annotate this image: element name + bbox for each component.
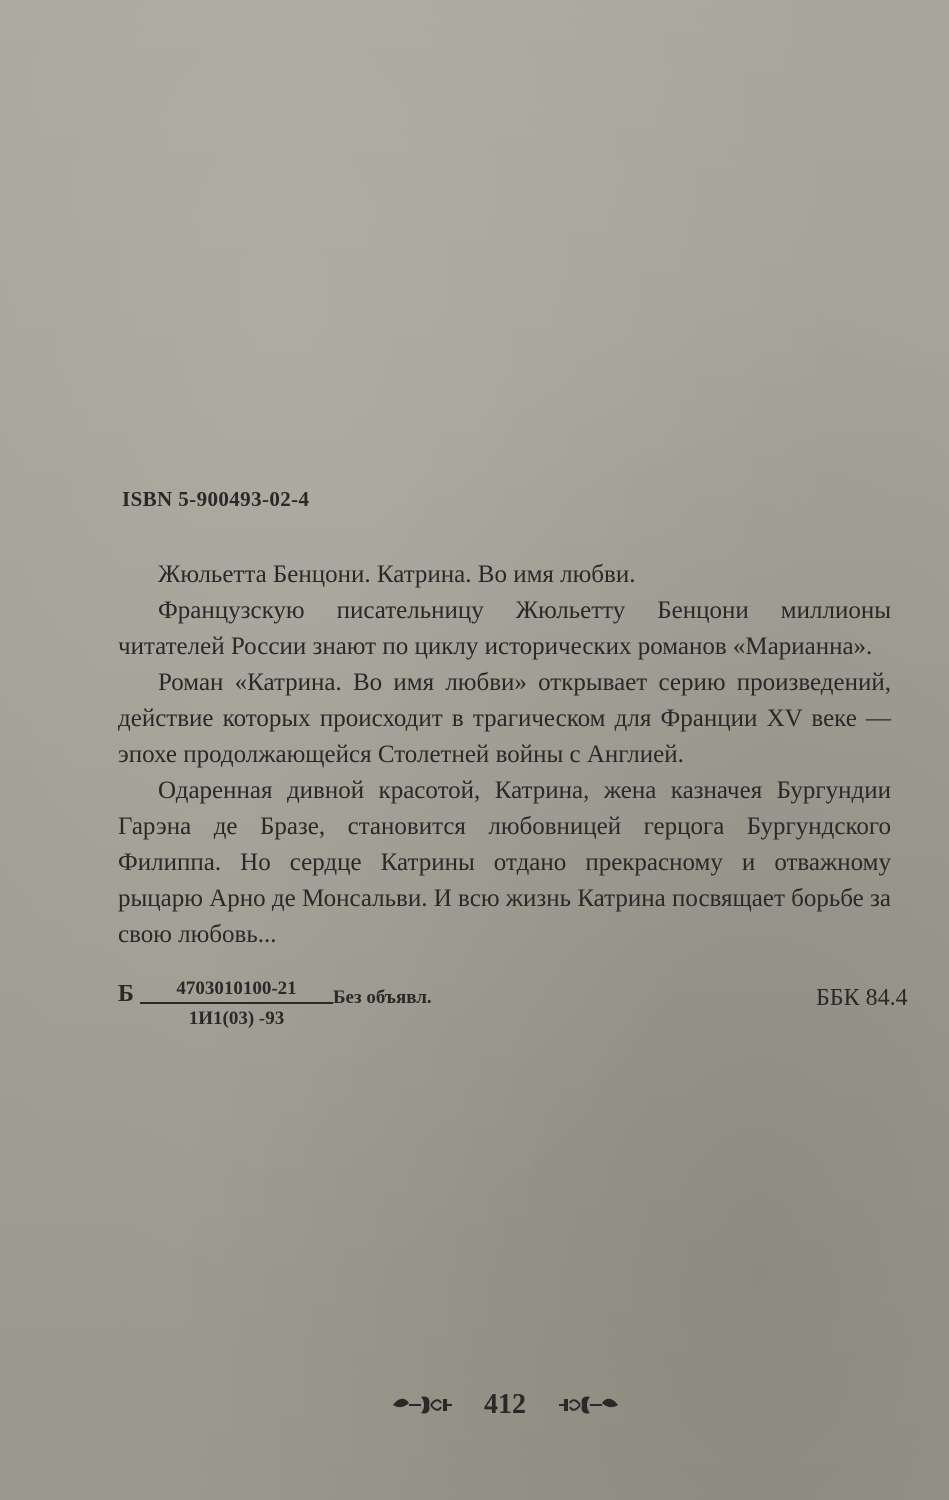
left-ornament-icon xyxy=(391,1391,453,1419)
annotation xyxy=(118,557,891,953)
fraction-divider xyxy=(140,1002,333,1004)
bibliographic-info xyxy=(118,977,908,1037)
index-denominator: 1И1(03) -93 xyxy=(188,1008,285,1029)
page-number: 412 xyxy=(484,1389,526,1420)
annotation-paragraph-3: Одаренная дивной красотой, Катрина, жена казначея Бургундии Гарэна де Бразе, становится любовницей герцога Бургундского Филиппа. Но сердце Катрины отдано прекрасному и отважному рыцарю Арно де Монсальви. И всю жизнь Катрина посвящает борьбе за свою любовь... xyxy=(118,777,891,948)
announcement-note: Без объявл. xyxy=(333,987,432,1008)
annotation-paragraph-1: Французскую писательницу Жюльетту Бенцони миллионы читателей России знают по циклу исторических романов «Марианна». xyxy=(118,597,891,660)
bbk-code: ББК 84.4 xyxy=(816,985,908,1011)
publication-index-fraction xyxy=(140,977,333,1031)
annotation-title-line: Жюльетта Бенцони. Катрина. Во имя любви. xyxy=(158,561,636,588)
index-numerator: 4703010100-21 xyxy=(176,978,297,999)
page-footer xyxy=(391,1385,621,1427)
isbn-number: ISBN 5-900493-02-4 xyxy=(122,487,310,511)
right-ornament-icon xyxy=(558,1391,620,1419)
index-letter: Б xyxy=(118,981,134,1007)
annotation-paragraph-2: Роман «Катрина. Во имя любви» открывает серию произведений, действие которых происходит в трагическом для Франции XV веке — эпохе продолжающейся Столетней войны с Англией. xyxy=(118,669,891,768)
